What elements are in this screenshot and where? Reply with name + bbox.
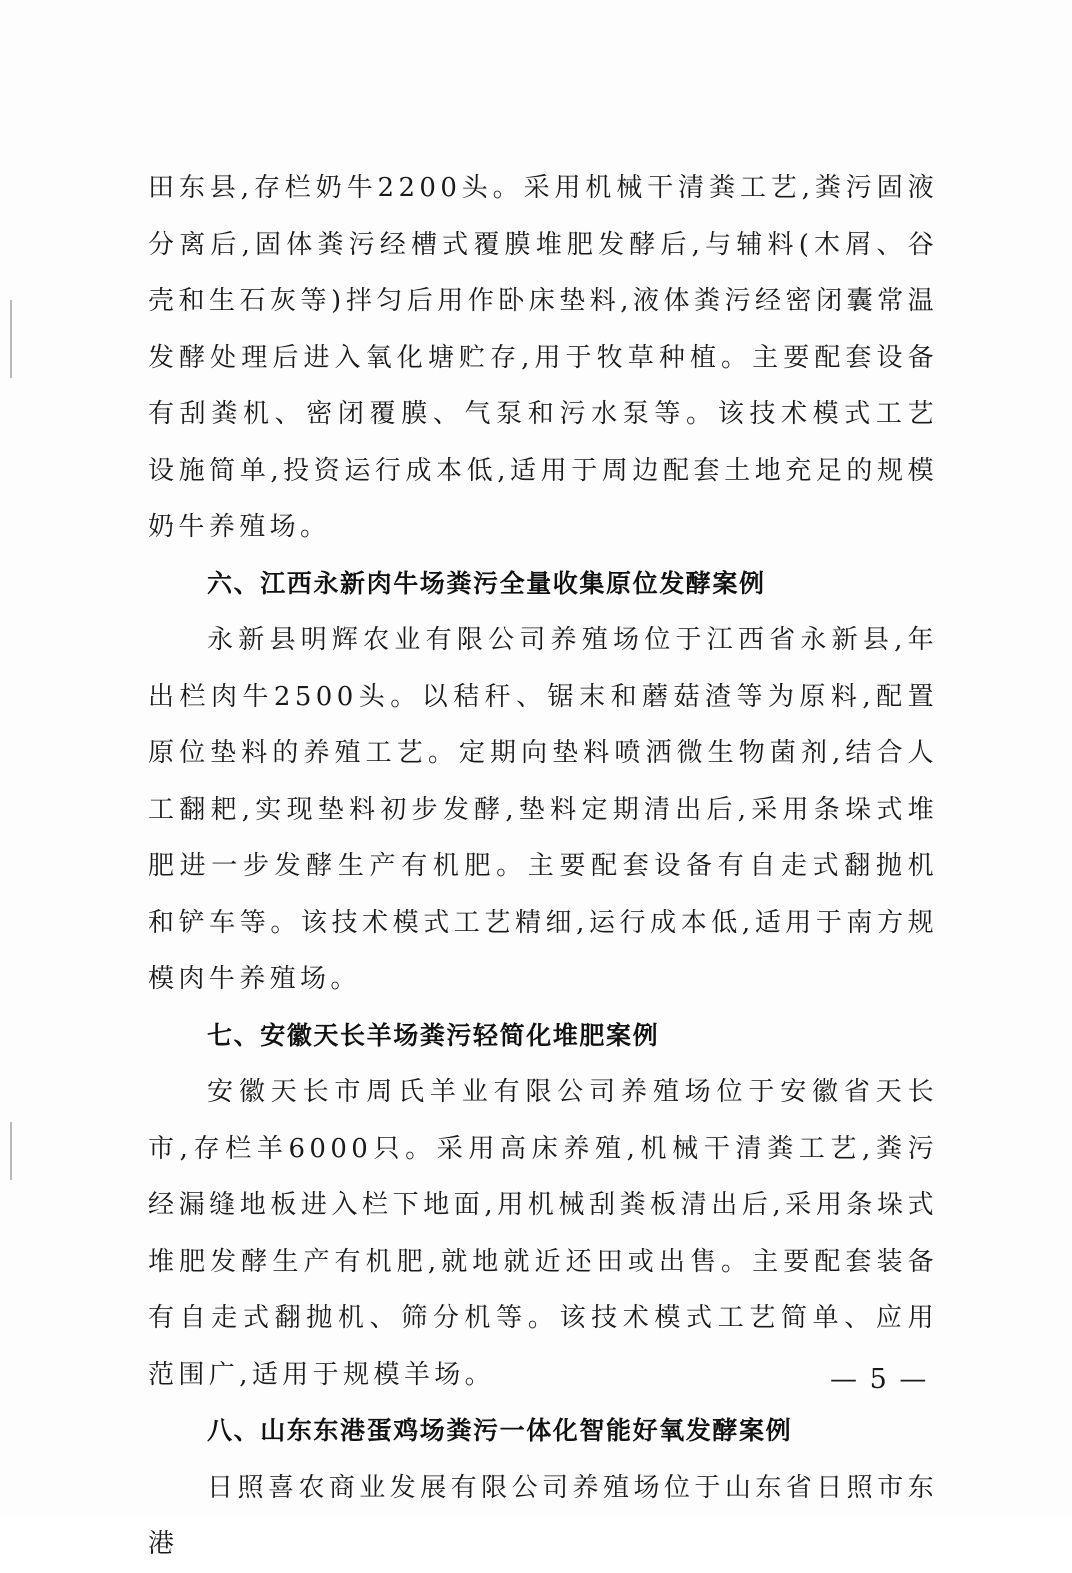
- heading-section-6: 六、江西永新肉牛场粪污全量收集原位发酵案例: [207, 568, 766, 598]
- paragraph-section-7: 安徽天长市周氏羊业有限公司养殖场位于安徽省天长市,存栏羊6000只。采用高床养殖,机械干清粪工艺,粪污经漏缝地板进入栏下地面,用机械刮粪板清出后,采用条垛式堆肥发酵生产有机肥,就地就近还田或出售。主要配套装备有自走式翻抛机、筛分机等。该技术模式工艺简单、应用范围广,适用于规模羊场。: [148, 1077, 938, 1390]
- paragraph-section-6: 永新县明辉农业有限公司养殖场位于江西省永新县,年出栏肉牛2500头。以秸秆、锯末和蘑菇渣等为原料,配置原位垫料的养殖工艺。定期向垫料喷洒微生物菌剂,结合人工翻耙,实现垫料初步发酵,垫料定期清出后,采用条垛式堆肥进一步发酵生产有机肥。主要配套设备有自走式翻抛机和铲车等。该技术模式工艺精细,运行成本低,适用于南方规模肉牛养殖场。: [148, 625, 938, 994]
- binding-mark: [10, 300, 12, 378]
- paragraph-section-8: 日照喜农商业发展有限公司养殖场位于山东省日照市东港: [148, 1472, 938, 1559]
- heading-section-7: 七、安徽天长羊场粪污轻简化堆肥案例: [207, 1020, 660, 1050]
- page-number: — 5 —: [830, 1364, 929, 1395]
- document-body: [148, 160, 938, 1573]
- paragraph-dairy-case-continued: 田东县,存栏奶牛2200头。采用机械干清粪工艺,粪污固液分离后,固体粪污经槽式覆膜堆肥发酵后,与辅料(木屑、谷壳和生石灰等)拌匀后用作卧床垫料,液体粪污经密闭囊常温发酵处理后进入氧化塘贮存,用于牧草种植。主要配套设备有刮粪机、密闭覆膜、气泵和污水泵等。该技术模式工艺设施简单,投资运行成本低,适用于周边配套土地充足的规模奶牛养殖场。: [148, 173, 938, 542]
- binding-mark: [10, 1122, 12, 1180]
- heading-section-8: 八、山东东港蛋鸡场粪污一体化智能好氧发酵案例: [207, 1416, 793, 1445]
